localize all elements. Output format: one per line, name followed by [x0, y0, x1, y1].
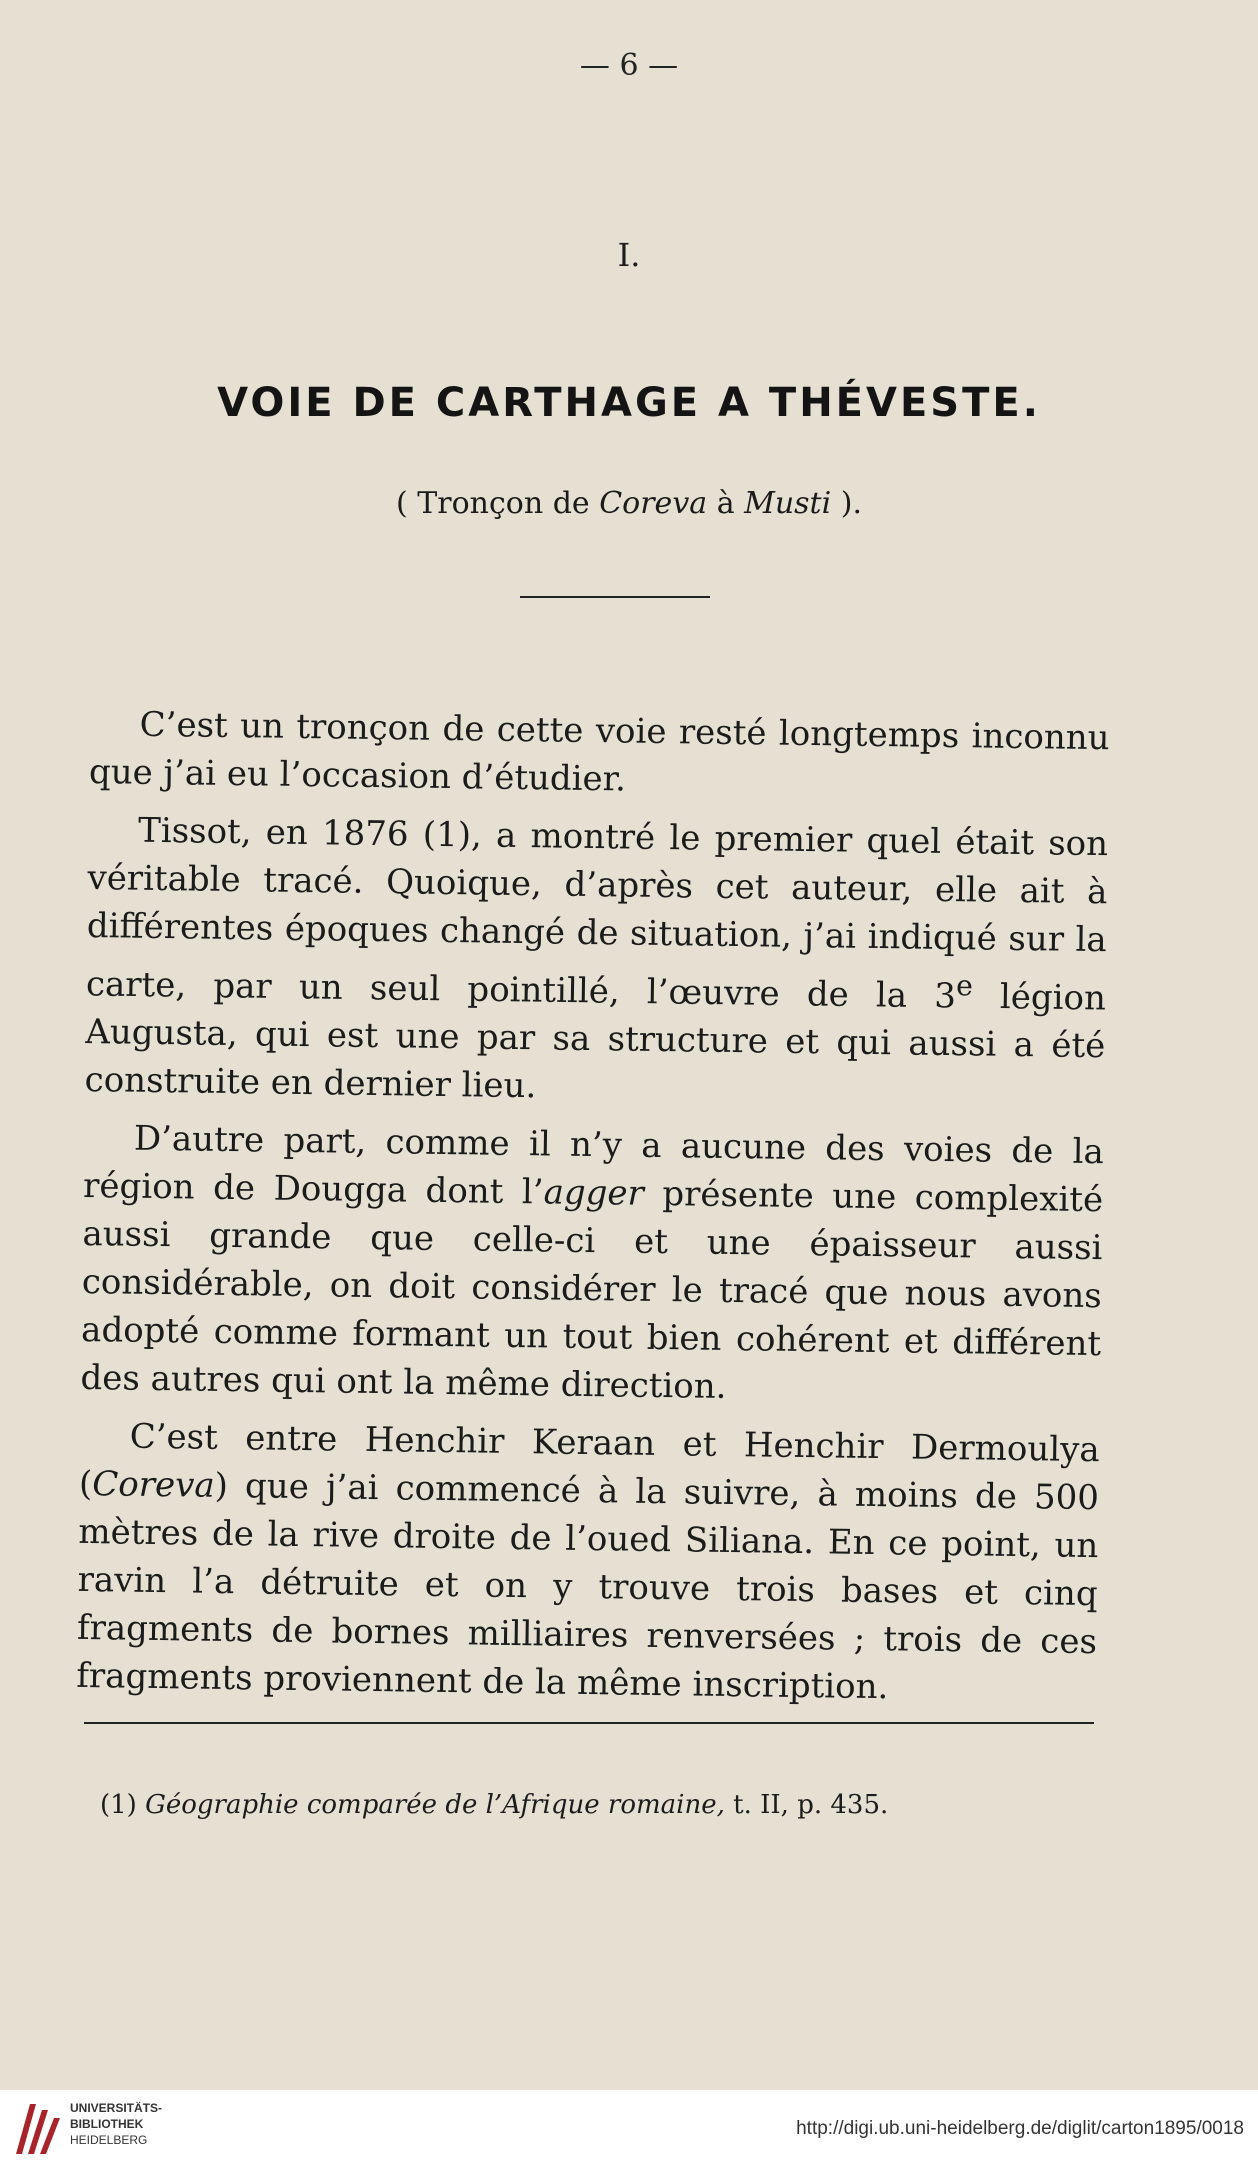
subtitle-prefix: ( Tronçon de [396, 486, 600, 521]
subtitle [0, 486, 1258, 521]
paragraph-2-text-a: Tissot, en 1876 (1), a montré le premier quel était son véritable tracé. Quoique, d’après cet auteur, elle ait à différentes époques changé de situation, j’ai indiqué sur la carte, par un seul pointillé, l’œuvre de la 3 [85, 810, 1109, 1017]
footnote-title: Géographie comparée de l’Afrique romaine, [145, 1790, 725, 1820]
footnote-marker: (1) [100, 1790, 146, 1820]
subtitle-place-musti: Musti [744, 486, 832, 521]
body-text [76, 700, 1110, 1724]
paragraph-4 [76, 1412, 1100, 1714]
library-name [70, 2100, 162, 2148]
footnote-reference: t. II, p. 435. [724, 1790, 889, 1820]
page-number: — 6 — [579, 48, 679, 83]
paragraph-2-superscript: e [955, 969, 974, 1003]
paragraph-1: C’est un tronçon de cette voie resté longtemps inconnu que j’ai eu l’occasion d’étudier. [88, 704, 1110, 800]
paragraph-3-agger: agger [543, 1172, 645, 1215]
title-divider [520, 596, 710, 598]
source-url-link[interactable]: http://digi.ub.uni-heidelberg.de/diglit/carton1895/0018 [796, 2118, 1244, 2139]
subtitle-middle: à [707, 486, 745, 521]
university-library-logo-icon [12, 2100, 64, 2156]
section-number: I. [617, 236, 641, 274]
paragraph-4-text-a: C’est entre Henchir Keraan et Henchir Dermoulya ( [78, 1416, 1100, 1505]
library-name-line-3: HEIDELBERG [70, 2133, 148, 2147]
library-name-line-1: UNIVERSITÄTS- [70, 2101, 163, 2115]
paragraph-4-text-b: ) que j’ai commencé à la suivre, à moins de 500 mètres de la rive droite de l’oued Siliana. En ce point, un ravin l’a détruite et on y trouve trois bases et cinq fragments de bornes milliaires renversées ; trois de ces fragments proviennent de la même inscription. [76, 1466, 1100, 1708]
paragraph-4-coreva: Coreva [92, 1464, 215, 1507]
paragraph-2-text-b: légion Augusta, qui est une par sa structure et qui aussi a été construite en dernier lieu. [84, 976, 1107, 1107]
footnote-divider [84, 1722, 1094, 1724]
page-title: VOIE DE CARTHAGE A THÉVESTE. [217, 380, 1041, 426]
footnote [100, 1790, 1100, 1820]
paragraph-2 [84, 806, 1108, 1119]
paragraph-3 [80, 1114, 1104, 1416]
subtitle-place-coreva: Coreva [599, 486, 708, 521]
subtitle-suffix: ). [831, 486, 862, 521]
paragraph-3-text-b: présente une complexité aussi grande que celle-ci et une épaisseur aussi considérable, on doit considérer le tracé que nous avons adopté comme formant un tout bien cohérent et différent des autres qui ont la même direction. [80, 1174, 1104, 1408]
paragraph-3-text-a: D’autre part, comme il n’y a aucune des voies de la région de Dougga dont l’ [82, 1118, 1105, 1213]
library-name-line-2: BIBLIOTHEK [70, 2117, 144, 2131]
